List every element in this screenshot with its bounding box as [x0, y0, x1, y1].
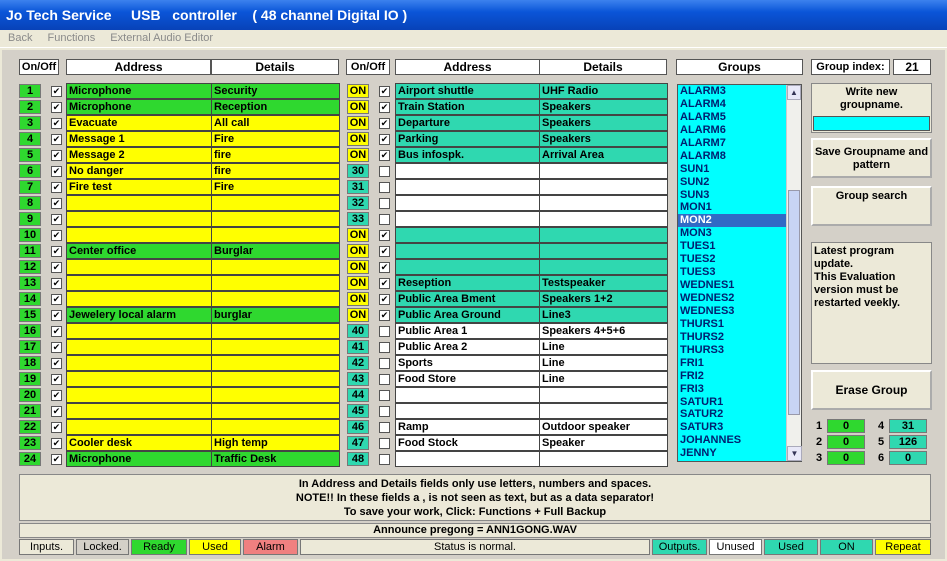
input-checkbox[interactable]: ✔ — [52, 374, 61, 384]
menu-bar — [0, 30, 947, 48]
scroll-thumb[interactable] — [788, 190, 800, 415]
input-number: 20 — [19, 388, 41, 402]
group-list-item[interactable]: ALARM5 — [680, 110, 726, 123]
save-groupname-button[interactable]: Save Groupname and pattern — [811, 138, 932, 178]
output-onoff-indicator[interactable]: 30 — [347, 164, 369, 178]
write-groupname-panel — [811, 83, 932, 133]
input-address-field[interactable] — [66, 195, 212, 211]
output-onoff-indicator[interactable]: ON — [347, 148, 369, 162]
input-address-field[interactable]: Jewelery local alarm — [66, 307, 212, 323]
group-list-item[interactable]: ALARM7 — [680, 136, 726, 149]
write-groupname-label: Write new groupname. — [840, 86, 903, 111]
input-checkbox[interactable]: ✔ — [52, 342, 61, 352]
group-index-value: 21 — [893, 59, 931, 75]
inputs-onoff-header: On/Off — [19, 59, 59, 75]
output-address-field[interactable] — [395, 243, 541, 259]
status-ready: Ready — [131, 539, 187, 555]
input-details-field[interactable] — [211, 419, 340, 435]
input-number: 15 — [19, 308, 41, 322]
counter-index: 3 — [815, 452, 823, 464]
group-list-item[interactable]: ALARM4 — [680, 97, 726, 110]
counter-index: 6 — [877, 452, 885, 464]
group-list-item[interactable]: TUES2 — [680, 253, 716, 266]
output-checkbox[interactable] — [379, 342, 390, 353]
input-number: 6 — [19, 164, 41, 178]
output-onoff-indicator[interactable]: 32 — [347, 196, 369, 210]
output-checkbox[interactable] — [379, 438, 390, 449]
group-list-item[interactable]: SUN2 — [680, 175, 710, 188]
output-details-field[interactable]: Testspeaker — [539, 275, 668, 291]
input-number: 2 — [19, 100, 41, 114]
status-used: Used — [189, 539, 241, 555]
output-onoff-indicator[interactable]: ON — [347, 244, 369, 258]
input-number: 13 — [19, 276, 41, 290]
input-number: 8 — [19, 196, 41, 210]
output-address-field[interactable] — [395, 179, 541, 195]
notice-line-2: NOTE!! In these fields a , is not seen as text, but as a data separator! — [295, 492, 655, 504]
group-list-item[interactable]: TUES3 — [680, 266, 716, 279]
input-address-field[interactable]: No danger — [66, 163, 212, 179]
group-list-item[interactable]: JENNY — [680, 447, 717, 460]
status-inputs: Inputs. — [19, 539, 74, 555]
group-list-item[interactable]: FRI2 — [680, 369, 704, 382]
output-checkbox[interactable] — [379, 390, 390, 401]
output-checkbox[interactable] — [379, 374, 390, 385]
group-list-item[interactable]: SATUR2 — [680, 408, 724, 421]
counter-index: 2 — [815, 436, 823, 448]
outputs-onoff-header: On/Off — [346, 59, 390, 75]
input-checkbox[interactable]: ✔ — [52, 294, 61, 304]
output-checkbox[interactable]: ✔ — [380, 86, 389, 96]
output-details-field[interactable] — [539, 387, 668, 403]
output-address-field[interactable] — [395, 211, 541, 227]
status-used-outputs: Used — [764, 539, 818, 555]
input-details-field[interactable]: Fire — [211, 131, 340, 147]
input-address-field[interactable] — [66, 227, 212, 243]
info-box: Latest program update. This Evaluation version must be restarted veekly. — [811, 242, 932, 364]
output-details-field[interactable] — [539, 227, 668, 243]
output-onoff-indicator[interactable]: 44 — [347, 388, 369, 402]
input-address-field[interactable] — [66, 259, 212, 275]
output-address-field[interactable]: Reseption — [395, 275, 541, 291]
notice-line-3: To save your work, Click: Functions + Full Backup — [343, 506, 607, 518]
input-address-field[interactable] — [66, 403, 212, 419]
counter-value: 0 — [827, 451, 865, 465]
output-address-field[interactable]: Public Area Bment — [395, 291, 541, 307]
counter-index: 4 — [877, 420, 885, 432]
output-checkbox[interactable]: ✔ — [380, 118, 389, 128]
output-onoff-indicator[interactable]: 45 — [347, 404, 369, 418]
input-details-field[interactable] — [211, 387, 340, 403]
output-checkbox[interactable] — [379, 198, 390, 209]
group-list-item[interactable]: ALARM6 — [680, 123, 726, 136]
scroll-up-icon[interactable]: ▲ — [787, 85, 801, 100]
output-address-field[interactable]: Food Stock — [395, 435, 541, 451]
input-checkbox[interactable]: ✔ — [52, 86, 61, 96]
input-number: 16 — [19, 324, 41, 338]
input-details-field[interactable]: All call — [211, 115, 340, 131]
input-details-field[interactable]: Burglar — [211, 243, 340, 259]
output-checkbox[interactable] — [379, 406, 390, 417]
output-checkbox[interactable]: ✔ — [380, 230, 389, 240]
menu-functions[interactable]: Functions — [47, 32, 96, 44]
input-number: 3 — [19, 116, 41, 130]
group-search-button[interactable]: Group search — [811, 186, 932, 226]
input-checkbox[interactable]: ✔ — [52, 102, 61, 112]
group-index-label: Group index: — [811, 59, 890, 75]
output-address-field[interactable]: Parking — [395, 131, 541, 147]
output-onoff-indicator[interactable]: ON — [347, 276, 369, 290]
output-details-field[interactable]: Speakers 4+5+6 — [539, 323, 668, 339]
output-details-field[interactable] — [539, 211, 668, 227]
output-details-field[interactable]: Arrival Area — [539, 147, 668, 163]
counter-value: 0 — [889, 451, 927, 465]
output-details-field[interactable]: Speakers — [539, 115, 668, 131]
input-number: 19 — [19, 372, 41, 386]
output-address-field[interactable]: Food Store — [395, 371, 541, 387]
status-text: Status is normal. — [300, 539, 650, 555]
group-list-item[interactable]: SUN3 — [680, 188, 710, 201]
input-address-field[interactable] — [66, 355, 212, 371]
input-checkbox[interactable]: ✔ — [52, 326, 61, 336]
input-address-field[interactable] — [66, 275, 212, 291]
output-details-field[interactable]: Speakers 1+2 — [539, 291, 668, 307]
group-list-item[interactable]: WEDNES3 — [680, 304, 735, 317]
input-number: 5 — [19, 148, 41, 162]
group-list-item[interactable]: THURS1 — [680, 317, 725, 330]
menu-back[interactable]: Back — [8, 32, 33, 44]
input-details-field[interactable] — [211, 259, 340, 275]
input-number: 11 — [19, 244, 41, 258]
window-title: Jo Tech Service USB controller ( 48 channel Digital IO ) — [0, 0, 947, 30]
groupname-input[interactable] — [813, 116, 930, 131]
output-address-field[interactable]: Sports — [395, 355, 541, 371]
output-address-field[interactable] — [395, 403, 541, 419]
input-details-field[interactable] — [211, 323, 340, 339]
input-address-field[interactable] — [66, 291, 212, 307]
input-address-field[interactable]: Center office — [66, 243, 212, 259]
input-details-field[interactable]: burglar — [211, 307, 340, 323]
output-checkbox[interactable]: ✔ — [380, 262, 389, 272]
input-details-field[interactable]: Traffic Desk — [211, 451, 340, 467]
output-details-field[interactable]: Speaker — [539, 435, 668, 451]
output-onoff-indicator[interactable]: 46 — [347, 420, 369, 434]
input-address-field[interactable] — [66, 371, 212, 387]
input-details-field[interactable] — [211, 211, 340, 227]
menu-external-audio-editor[interactable]: External Audio Editor — [110, 32, 214, 44]
output-onoff-indicator[interactable]: 43 — [347, 372, 369, 386]
output-checkbox[interactable]: ✔ — [380, 102, 389, 112]
group-list-item[interactable]: MON2 — [678, 214, 801, 227]
input-number: 12 — [19, 260, 41, 274]
input-number: 1 — [19, 84, 41, 98]
output-checkbox[interactable]: ✔ — [380, 150, 389, 160]
output-details-field[interactable]: Line — [539, 371, 668, 387]
output-address-field[interactable]: Public Area Ground — [395, 307, 541, 323]
input-details-field[interactable]: Security — [211, 83, 340, 99]
input-checkbox[interactable]: ✔ — [52, 166, 61, 176]
input-number: 4 — [19, 132, 41, 146]
group-list-item[interactable]: WEDNES1 — [680, 279, 735, 292]
input-details-field[interactable]: fire — [211, 147, 340, 163]
input-details-field[interactable] — [211, 339, 340, 355]
group-list-item[interactable]: SATUR3 — [680, 421, 724, 434]
output-checkbox[interactable]: ✔ — [380, 278, 389, 288]
input-details-field[interactable] — [211, 371, 340, 387]
group-list-item[interactable]: THURS3 — [680, 343, 725, 356]
output-onoff-indicator[interactable]: 40 — [347, 324, 369, 338]
counter-value: 0 — [827, 435, 865, 449]
input-details-field[interactable]: fire — [211, 163, 340, 179]
input-address-field[interactable]: Microphone — [66, 83, 212, 99]
input-checkbox[interactable]: ✔ — [52, 438, 61, 448]
output-onoff-indicator[interactable]: ON — [347, 84, 369, 98]
input-number: 10 — [19, 228, 41, 242]
group-list-item[interactable]: SUN1 — [680, 162, 710, 175]
input-details-field[interactable] — [211, 355, 340, 371]
output-address-field[interactable]: Train Station — [395, 99, 541, 115]
output-checkbox[interactable] — [379, 358, 390, 369]
scroll-down-icon[interactable]: ▼ — [787, 446, 802, 461]
status-locked: Locked. — [76, 539, 129, 555]
group-list-item[interactable]: FRI1 — [680, 356, 704, 369]
groups-list[interactable] — [677, 84, 802, 462]
outputs-details-header: Details — [539, 59, 667, 75]
output-details-field[interactable] — [539, 163, 668, 179]
counter-value: 126 — [889, 435, 927, 449]
groups-header: Groups — [676, 59, 803, 75]
group-list-item[interactable]: MON1 — [680, 201, 712, 214]
input-address-field[interactable]: Message 2 — [66, 147, 212, 163]
output-details-field[interactable] — [539, 195, 668, 211]
input-checkbox[interactable]: ✔ — [52, 246, 61, 256]
output-details-field[interactable]: Line — [539, 355, 668, 371]
output-details-field[interactable] — [539, 259, 668, 275]
input-checkbox[interactable]: ✔ — [52, 310, 61, 320]
notice-box — [19, 474, 931, 521]
group-list-item[interactable]: WEDNES2 — [680, 292, 735, 304]
input-number: 7 — [19, 180, 41, 194]
groups-scrollbar[interactable] — [786, 85, 801, 461]
output-details-field[interactable]: UHF Radio — [539, 83, 668, 99]
output-address-field[interactable] — [395, 227, 541, 243]
input-number: 17 — [19, 340, 41, 354]
output-details-field[interactable] — [539, 243, 668, 259]
group-list-item[interactable]: THURS2 — [680, 330, 725, 343]
output-checkbox[interactable] — [379, 422, 390, 433]
input-checkbox[interactable]: ✔ — [52, 406, 61, 416]
input-details-field[interactable] — [211, 227, 340, 243]
output-checkbox[interactable] — [379, 326, 390, 337]
input-details-field[interactable] — [211, 195, 340, 211]
input-checkbox[interactable]: ✔ — [52, 134, 61, 144]
input-details-field[interactable]: Reception — [211, 99, 340, 115]
counter-index: 1 — [815, 420, 823, 432]
output-checkbox[interactable] — [379, 454, 390, 465]
output-onoff-indicator[interactable]: 41 — [347, 340, 369, 354]
output-address-field[interactable] — [395, 259, 541, 275]
input-checkbox[interactable]: ✔ — [52, 214, 61, 224]
input-checkbox[interactable]: ✔ — [52, 454, 61, 464]
output-details-field[interactable] — [539, 403, 668, 419]
input-checkbox[interactable]: ✔ — [52, 182, 61, 192]
status-unused: Unused — [709, 539, 762, 555]
input-address-field[interactable] — [66, 339, 212, 355]
group-list-item[interactable]: ALARM3 — [680, 85, 726, 97]
output-onoff-indicator[interactable]: ON — [347, 116, 369, 130]
group-list-item[interactable]: FRI3 — [680, 382, 704, 395]
notice-line-1: In Address and Details fields only use letters, numbers and spaces. — [298, 478, 652, 490]
output-address-field[interactable] — [395, 387, 541, 403]
output-details-field[interactable]: Line3 — [539, 307, 668, 323]
input-number: 23 — [19, 436, 41, 450]
group-list-item[interactable]: MON3 — [680, 227, 712, 240]
status-repeat: Repeat — [875, 539, 931, 555]
input-address-field[interactable] — [66, 323, 212, 339]
input-checkbox[interactable]: ✔ — [52, 198, 61, 208]
status-outputs: Outputs. — [652, 539, 707, 555]
input-address-field[interactable]: Microphone — [66, 99, 212, 115]
input-address-field[interactable]: Cooler desk — [66, 435, 212, 451]
input-number: 24 — [19, 452, 41, 466]
input-address-field[interactable] — [66, 419, 212, 435]
output-onoff-indicator[interactable]: ON — [347, 228, 369, 242]
output-onoff-indicator[interactable]: 42 — [347, 356, 369, 370]
announce-pregong: Announce pregong = ANN1GONG.WAV — [19, 523, 931, 538]
input-number: 21 — [19, 404, 41, 418]
input-details-field[interactable]: High temp — [211, 435, 340, 451]
counter-value: 0 — [827, 419, 865, 433]
group-list-item[interactable]: SATUR1 — [680, 395, 724, 408]
inputs-address-header: Address — [66, 59, 211, 75]
output-checkbox[interactable]: ✔ — [380, 310, 389, 320]
output-address-field[interactable]: Public Area 2 — [395, 339, 541, 355]
erase-group-button[interactable]: Erase Group — [811, 370, 932, 410]
inputs-details-header: Details — [211, 59, 339, 75]
input-details-field[interactable] — [211, 291, 340, 307]
input-checkbox[interactable]: ✔ — [52, 358, 61, 368]
input-details-field[interactable] — [211, 275, 340, 291]
output-onoff-indicator[interactable]: ON — [347, 100, 369, 114]
input-details-field[interactable] — [211, 403, 340, 419]
input-address-field[interactable] — [66, 211, 212, 227]
output-checkbox[interactable] — [379, 214, 390, 225]
input-checkbox[interactable]: ✔ — [52, 230, 61, 240]
input-checkbox[interactable]: ✔ — [52, 118, 61, 128]
input-address-field[interactable] — [66, 387, 212, 403]
input-number: 18 — [19, 356, 41, 370]
output-onoff-indicator[interactable]: 48 — [347, 452, 369, 466]
output-onoff-indicator[interactable]: ON — [347, 132, 369, 146]
output-onoff-indicator[interactable]: ON — [347, 292, 369, 306]
outputs-address-header: Address — [395, 59, 540, 75]
status-alarm: Alarm — [243, 539, 298, 555]
input-checkbox[interactable]: ✔ — [52, 262, 61, 272]
output-onoff-indicator[interactable]: ON — [347, 308, 369, 322]
output-onoff-indicator[interactable]: 31 — [347, 180, 369, 194]
output-address-field[interactable]: Bus infospk. — [395, 147, 541, 163]
input-checkbox[interactable]: ✔ — [52, 422, 61, 432]
output-address-field[interactable] — [395, 195, 541, 211]
input-address-field[interactable]: Fire test — [66, 179, 212, 195]
output-address-field[interactable]: Ramp — [395, 419, 541, 435]
output-address-field[interactable] — [395, 163, 541, 179]
group-list-item[interactable]: ALARM8 — [680, 149, 726, 162]
input-address-field[interactable]: Microphone — [66, 451, 212, 467]
input-number: 14 — [19, 292, 41, 306]
input-number: 22 — [19, 420, 41, 434]
input-address-field[interactable]: Evacuate — [66, 115, 212, 131]
counter-value: 31 — [889, 419, 927, 433]
output-checkbox[interactable] — [379, 182, 390, 193]
input-details-field[interactable]: Fire — [211, 179, 340, 195]
output-checkbox[interactable]: ✔ — [380, 294, 389, 304]
output-address-field[interactable]: Public Area 1 — [395, 323, 541, 339]
group-list-item[interactable]: JOHANNES — [680, 434, 742, 447]
status-on: ON — [820, 539, 873, 555]
output-checkbox[interactable]: ✔ — [380, 246, 389, 256]
group-list-item[interactable]: TUES1 — [680, 240, 716, 253]
output-onoff-indicator[interactable]: 33 — [347, 212, 369, 226]
output-address-field[interactable]: Airport shuttle — [395, 83, 541, 99]
output-details-field[interactable]: Line — [539, 339, 668, 355]
output-checkbox[interactable] — [379, 166, 390, 177]
input-checkbox[interactable]: ✔ — [52, 278, 61, 288]
output-onoff-indicator[interactable]: 47 — [347, 436, 369, 450]
output-address-field[interactable] — [395, 451, 541, 467]
output-address-field[interactable]: Departure — [395, 115, 541, 131]
output-details-field[interactable] — [539, 451, 668, 467]
output-details-field[interactable] — [539, 179, 668, 195]
input-checkbox[interactable]: ✔ — [52, 390, 61, 400]
counter-index: 5 — [877, 436, 885, 448]
input-number: 9 — [19, 212, 41, 226]
output-details-field[interactable]: Speakers — [539, 131, 668, 147]
output-details-field[interactable]: Outdoor speaker — [539, 419, 668, 435]
input-address-field[interactable]: Message 1 — [66, 131, 212, 147]
output-onoff-indicator[interactable]: ON — [347, 260, 369, 274]
input-checkbox[interactable]: ✔ — [52, 150, 61, 160]
output-details-field[interactable]: Speakers — [539, 99, 668, 115]
output-checkbox[interactable]: ✔ — [380, 134, 389, 144]
